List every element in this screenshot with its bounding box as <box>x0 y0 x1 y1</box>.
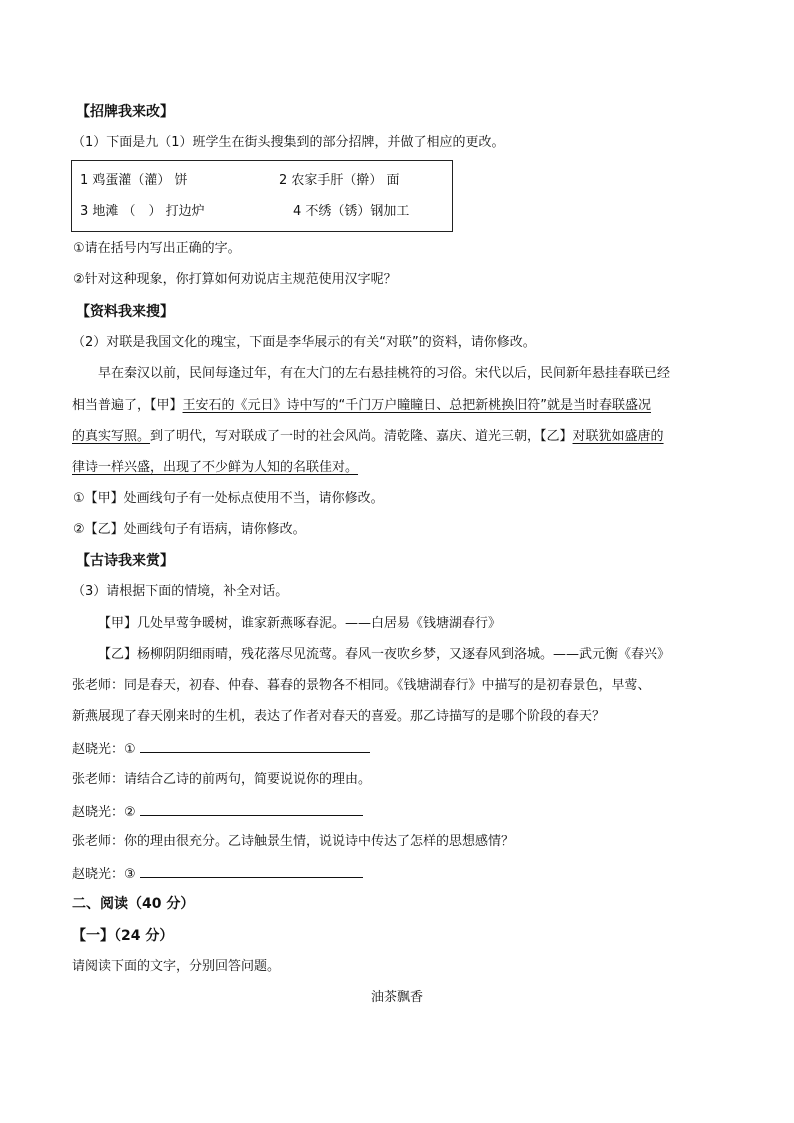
question-2b: ②【乙】处画线句子有语病，请你修改。 <box>73 522 306 537</box>
signs-table <box>71 160 453 232</box>
article-title: 油茶飘香 <box>370 990 423 1005</box>
dialogue-student <box>72 801 363 823</box>
reading-instructions: 请阅读下面的文字，分别回答问题。 <box>72 959 281 974</box>
dialogue-teacher: 张老师：请结合乙诗的前两句，简要说说你的理由。 <box>72 772 372 787</box>
sign-item: 3 地滩 （ ） 打边炉 <box>80 204 205 219</box>
passage-text: 相当普遍了，【甲】 <box>72 398 183 413</box>
student-label: 赵晓光：① <box>72 742 136 757</box>
question-1b: ②针对这种现象，你打算如何劝说店主规范使用汉字呢？ <box>73 272 397 287</box>
answer-blank-2[interactable] <box>140 801 363 816</box>
poem-yi: 【乙】杨柳阴阴细雨晴，残花落尽见流莺。春风一夜吹乡梦，又逐春风到洛城。——武元衡《春兴》 <box>98 647 671 662</box>
underlined-sentence-jia: 王安石的《元日》诗中写的“千门万户瞳瞳日、总把新桃换旧符”就是当时春联盛况 <box>182 398 651 413</box>
question-1-intro: （1）下面是九（1）班学生在街头搜集到的部分招牌，并做了相应的更改。 <box>72 135 505 150</box>
passage-line <box>72 427 664 447</box>
dialogue-teacher: 张老师：你的理由很充分。乙诗触景生情，说说诗中传达了怎样的思想感情？ <box>72 834 515 849</box>
section-header-signs: 【招牌我来改】 <box>76 104 174 120</box>
question-3-intro: （3）请根据下面的情境，补全对话。 <box>72 584 289 599</box>
question-2-intro: （2）对联是我国文化的瑰宝，下面是李华展示的有关“对联”的资料，请你修改。 <box>72 335 536 350</box>
underlined-sentence-yi: 对联犹如盛唐的 <box>572 429 664 444</box>
section-header-materials: 【资料我来搜】 <box>76 304 174 320</box>
answer-blank-3[interactable] <box>140 863 363 878</box>
passage-line: 早在秦汉以前，民间每逢过年，有在大门的左右悬挂桃符的习俗。宋代以后，民间新年悬挂春联已经 <box>98 366 671 381</box>
student-label: 赵晓光：② <box>72 805 136 820</box>
dialogue-teacher: 新燕展现了春天刚来时的生机，表达了作者对春天的喜爱。那乙诗描写的是哪个阶段的春天？ <box>72 709 606 724</box>
sign-item: 4 不绣（锈）钢加工 <box>293 204 410 219</box>
sign-item: 1 鸡蛋灌（灌） 饼 <box>80 173 188 188</box>
passage-line <box>72 458 358 478</box>
passage-line <box>72 396 651 416</box>
section-header-poems: 【古诗我来赏】 <box>76 553 174 569</box>
underlined-sentence-jia: 的真实写照。 <box>72 429 151 444</box>
dialogue-student <box>72 738 370 760</box>
sign-item: 2 农家手肝（擀） 面 <box>279 173 400 188</box>
poem-jia: 【甲】几处早莺争暖树，谁家新燕啄春泥。——白居易《钱塘湖春行》 <box>98 616 502 631</box>
answer-blank-1[interactable] <box>140 738 370 753</box>
question-1a: ①请在括号内写出正确的字。 <box>73 241 241 256</box>
dialogue-teacher: 张老师：同是春天，初春、仲春、暮春的景物各不相同。《钱塘湖春行》中描写的是初春景色，早莺、 <box>72 678 651 693</box>
underlined-sentence-yi: 律诗一样兴盛，出现了不少鲜为人知的名联佳对。 <box>72 460 359 475</box>
student-label: 赵晓光：③ <box>72 867 136 882</box>
passage-text: 到了明代，写对联成了一时的社会风尚。清乾隆、嘉庆、道光三朝，【乙】 <box>150 429 573 444</box>
dialogue-student <box>72 863 363 885</box>
part-2-subsection: 【一】（24 分） <box>72 928 174 944</box>
part-2-title: 二、阅读（40 分） <box>72 896 195 912</box>
question-2a: ①【甲】处画线句子有一处标点使用不当，请你修改。 <box>73 491 384 506</box>
